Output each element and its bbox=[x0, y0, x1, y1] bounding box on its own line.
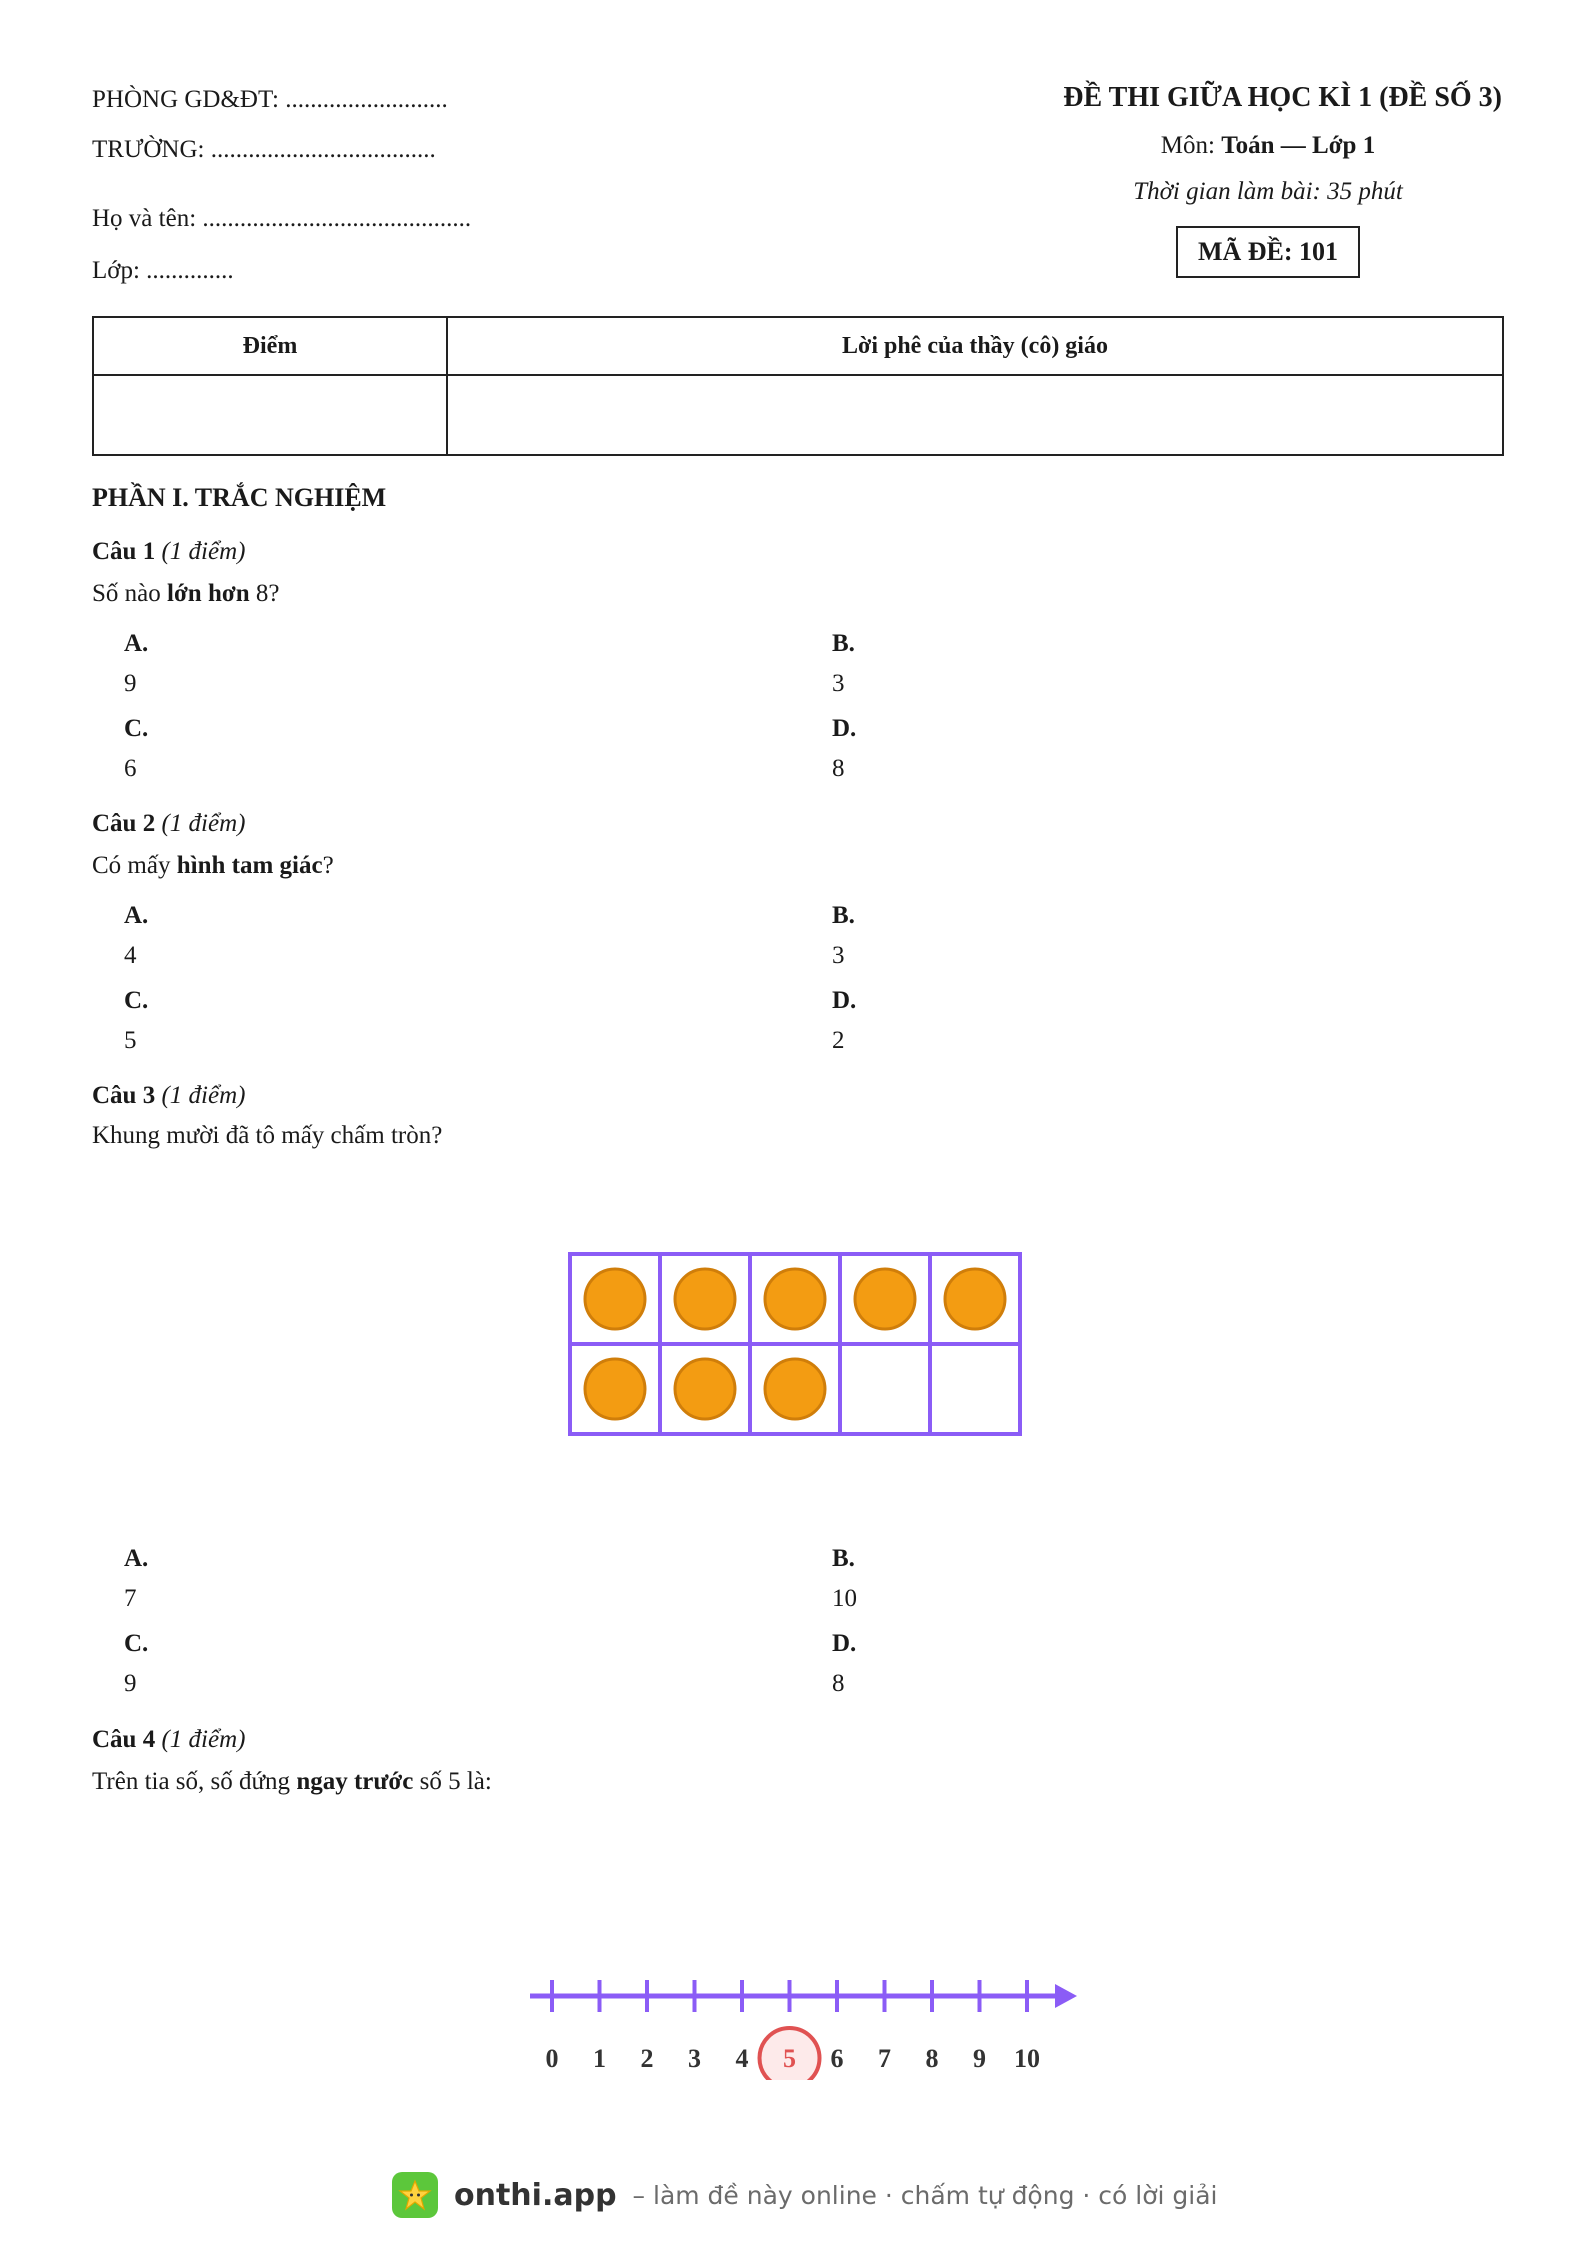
subject-name: Toán — Lớp 1 bbox=[1221, 132, 1376, 159]
question-4-header bbox=[92, 1726, 245, 1754]
option-b-value: 3 bbox=[832, 942, 845, 969]
number-line-label: 2 bbox=[640, 2044, 654, 2073]
star-icon bbox=[398, 2178, 432, 2212]
question-label: Câu 3 bbox=[92, 1082, 156, 1109]
number-line bbox=[520, 1970, 1100, 2080]
number-line-label: 10 bbox=[1014, 2044, 1040, 2073]
option-d-label[interactable]: D. bbox=[832, 987, 857, 1014]
number-line-label: 0 bbox=[545, 2044, 559, 2073]
question-text-part: Số nào bbox=[92, 580, 167, 607]
number-line-label: 6 bbox=[830, 2044, 844, 2073]
option-c-label[interactable]: C. bbox=[124, 1630, 149, 1657]
option-c-label[interactable]: C. bbox=[124, 987, 149, 1014]
logo-icon bbox=[392, 2172, 438, 2218]
question-points: (1 điểm) bbox=[161, 538, 246, 565]
comment-header: Lời phê của thầy (cô) giáo bbox=[447, 317, 1503, 375]
ten-frame-dot bbox=[945, 1269, 1005, 1329]
option-a-label[interactable]: A. bbox=[124, 902, 149, 929]
question-text-part: số 5 là: bbox=[413, 1768, 492, 1795]
question-2-text bbox=[92, 852, 334, 880]
option-d-value: 8 bbox=[832, 1670, 845, 1697]
question-1-text bbox=[92, 580, 279, 608]
option-a-value: 7 bbox=[124, 1585, 137, 1612]
ten-frame bbox=[568, 1252, 1028, 1442]
student-name-field: Họ và tên: ........................................... bbox=[92, 205, 472, 232]
exam-title: ĐỀ THI GIỮA HỌC KÌ 1 (ĐỀ SỐ 3) bbox=[1063, 82, 1502, 113]
number-line-label: 4 bbox=[735, 2044, 749, 2073]
option-b-value: 10 bbox=[832, 1585, 857, 1612]
option-c-label[interactable]: C. bbox=[124, 715, 149, 742]
comment-cell[interactable] bbox=[447, 375, 1503, 455]
question-2-header bbox=[92, 810, 245, 838]
option-b-label[interactable]: B. bbox=[832, 630, 855, 657]
ten-frame-dot bbox=[675, 1359, 735, 1419]
dept-field: PHÒNG GD&ĐT: .......................... bbox=[92, 86, 448, 113]
score-cell[interactable] bbox=[93, 375, 447, 455]
option-d-value: 2 bbox=[832, 1027, 845, 1054]
question-points: (1 điểm) bbox=[161, 810, 246, 837]
question-4-text bbox=[92, 1768, 492, 1796]
number-line-label: 3 bbox=[688, 2044, 701, 2073]
subject-prefix: Môn: bbox=[1160, 132, 1222, 159]
question-points: (1 điểm) bbox=[161, 1082, 246, 1109]
question-3-text: Khung mười đã tô mấy chấm tròn? bbox=[92, 1122, 443, 1149]
option-d-value: 8 bbox=[832, 755, 845, 782]
subject-line bbox=[1058, 132, 1478, 160]
option-d-label[interactable]: D. bbox=[832, 715, 857, 742]
footer-tagline: – làm đề này online · chấm tự động · có lời giải bbox=[632, 2180, 1218, 2210]
number-line-label: 9 bbox=[973, 2044, 986, 2073]
question-3-header bbox=[92, 1082, 245, 1110]
option-b-label[interactable]: B. bbox=[832, 1545, 855, 1572]
option-b-value: 3 bbox=[832, 670, 845, 697]
question-text-bold: ngay trước bbox=[296, 1768, 414, 1795]
option-d-label[interactable]: D. bbox=[832, 1630, 857, 1657]
school-field: TRƯỜNG: .................................... bbox=[92, 136, 436, 163]
number-line-label: 5 bbox=[783, 2044, 796, 2073]
question-label: Câu 2 bbox=[92, 810, 156, 837]
question-label: Câu 4 bbox=[92, 1726, 156, 1753]
question-text-bold: lớn hơn bbox=[167, 580, 250, 607]
brand-link[interactable]: onthi.app bbox=[454, 2177, 617, 2213]
question-text-part: Có mấy bbox=[92, 852, 177, 879]
number-line-label: 1 bbox=[593, 2044, 606, 2073]
number-line-label: 8 bbox=[925, 2044, 939, 2073]
question-points: (1 điểm) bbox=[161, 1726, 246, 1753]
section-title: PHẦN I. TRẮC NGHIỆM bbox=[92, 483, 387, 512]
option-c-value: 5 bbox=[124, 1027, 137, 1054]
ten-frame-dot bbox=[765, 1269, 825, 1329]
ten-frame-dot bbox=[765, 1359, 825, 1419]
class-field: Lớp: .............. bbox=[92, 257, 234, 284]
option-c-value: 9 bbox=[124, 1670, 137, 1697]
option-a-label[interactable]: A. bbox=[124, 1545, 149, 1572]
option-b-label[interactable]: B. bbox=[832, 902, 855, 929]
ten-frame-dot bbox=[855, 1269, 915, 1329]
ten-frame-cell bbox=[930, 1344, 1020, 1434]
question-text-part: ? bbox=[322, 852, 334, 879]
ten-frame-dot bbox=[585, 1269, 645, 1329]
option-a-label[interactable]: A. bbox=[124, 630, 149, 657]
question-1-header bbox=[92, 538, 245, 566]
exam-time: Thời gian làm bài: 35 phút bbox=[1133, 178, 1403, 205]
ten-frame-dot bbox=[675, 1269, 735, 1329]
option-a-value: 4 bbox=[124, 942, 137, 969]
number-line-label: 7 bbox=[878, 2044, 891, 2073]
option-c-value: 6 bbox=[124, 755, 137, 782]
arrow-right-icon bbox=[1055, 1984, 1077, 2008]
footer bbox=[392, 2172, 1217, 2218]
exam-code-box: MÃ ĐỀ: 101 bbox=[1176, 226, 1360, 278]
option-a-value: 9 bbox=[124, 670, 137, 697]
question-text-part: 8? bbox=[249, 580, 280, 607]
question-text-bold: hình tam giác bbox=[176, 852, 323, 879]
score-header: Điểm bbox=[93, 317, 447, 375]
score-table bbox=[92, 316, 1504, 456]
ten-frame-dot bbox=[585, 1359, 645, 1419]
question-label: Câu 1 bbox=[92, 538, 156, 565]
ten-frame-cell bbox=[840, 1344, 930, 1434]
question-text-part: Trên tia số, số đứng bbox=[92, 1768, 297, 1795]
